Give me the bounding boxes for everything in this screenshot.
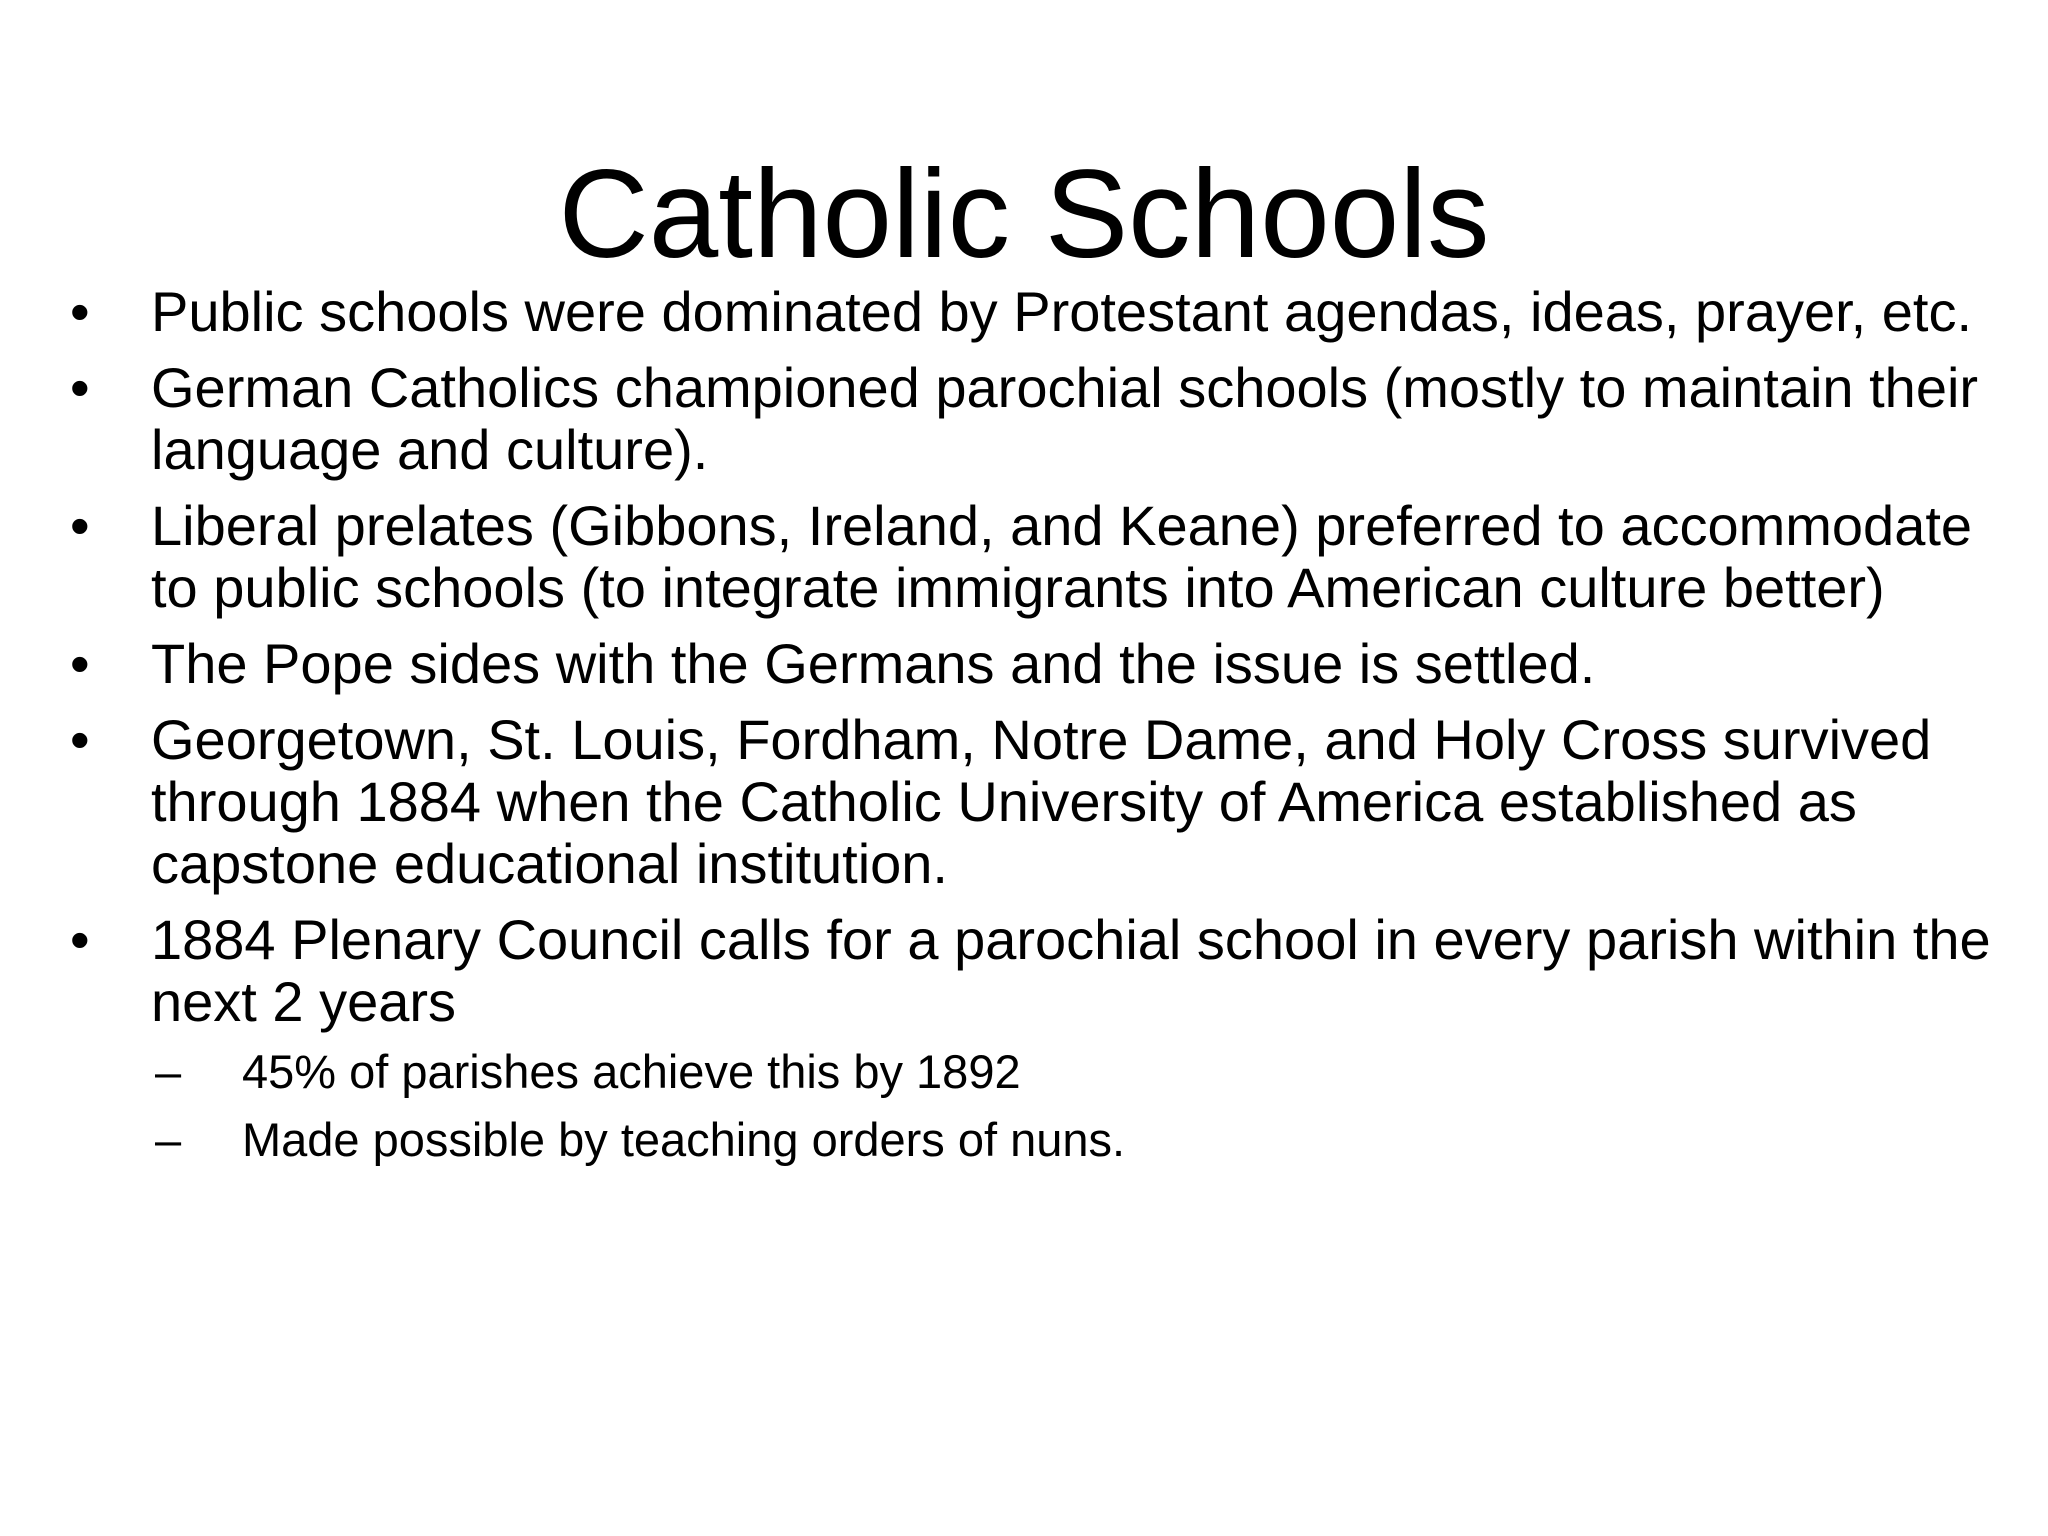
bullet-marker: • — [70, 494, 90, 557]
bullet-text: Georgetown, St. Louis, Fordham, Notre Dame, and Holy Cross survived through 1884 when the Catholic University of America established as capstone educational institution. — [151, 708, 1932, 895]
bullet-item — [70, 633, 2010, 695]
bullet-item — [70, 495, 2010, 619]
bullet-marker: • — [70, 708, 90, 771]
bullet-marker: • — [70, 280, 90, 343]
bullet-item — [70, 281, 2010, 343]
sub-bullet-text: Made possible by teaching orders of nuns. — [242, 1113, 1126, 1166]
bullet-item — [70, 909, 2010, 1167]
sub-bullet-marker: – — [155, 1045, 182, 1098]
bullet-marker: • — [70, 908, 90, 971]
sub-bullet-list — [151, 1045, 2010, 1167]
bullet-list — [70, 281, 2010, 1181]
bullet-item — [70, 357, 2010, 481]
sub-bullet-text: 45% of parishes achieve this by 1892 — [242, 1045, 1021, 1098]
sub-bullet-item — [151, 1113, 2010, 1167]
bullet-marker: • — [70, 632, 90, 695]
bullet-text: German Catholics championed parochial schools (mostly to maintain their language and culture). — [151, 356, 1979, 481]
bullet-text: The Pope sides with the Germans and the issue is settled. — [151, 632, 1596, 695]
bullet-text: Public schools were dominated by Protestant agendas, ideas, prayer, etc. — [151, 280, 1973, 343]
slide-title: Catholic Schools — [558, 145, 1490, 284]
bullet-text: Liberal prelates (Gibbons, Ireland, and Keane) preferred to accommodate to public schools (to integrate immigrants into American culture better) — [151, 494, 1973, 619]
sub-bullet-marker: – — [155, 1113, 182, 1166]
bullet-text: 1884 Plenary Council calls for a parochial school in every parish within the next 2 years — [151, 908, 1991, 1033]
bullet-item — [70, 709, 2010, 895]
bullet-marker: • — [70, 356, 90, 419]
sub-bullet-item — [151, 1045, 2010, 1099]
